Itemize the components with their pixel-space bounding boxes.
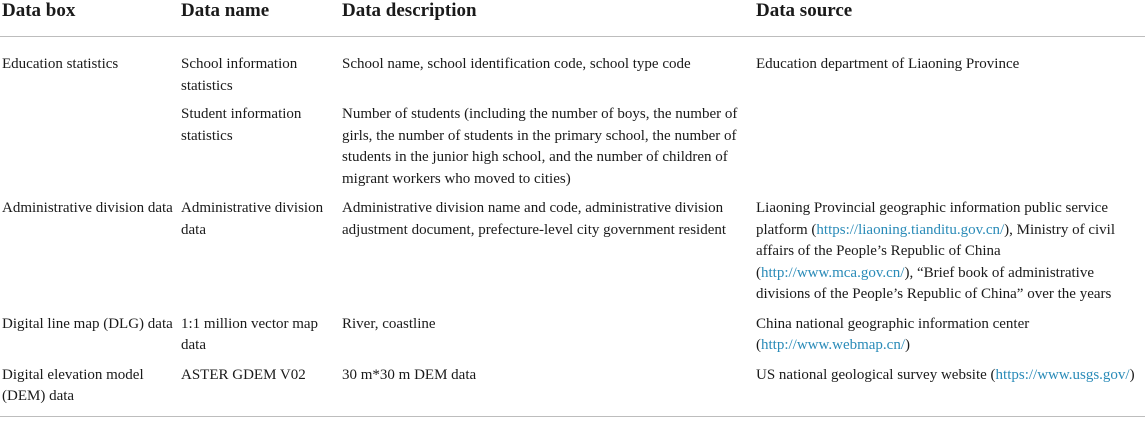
header-data-name: Data name xyxy=(179,0,340,37)
source-text: ) xyxy=(1129,366,1135,383)
cell-data-source xyxy=(754,97,1145,190)
header-data-box: Data box xyxy=(0,0,179,37)
cell-data-source xyxy=(754,190,1145,306)
table-row xyxy=(0,357,1145,417)
cell-data-source xyxy=(754,37,1145,98)
header-data-source: Data source xyxy=(754,0,1145,37)
table-body xyxy=(0,37,1145,417)
source-link[interactable]: https://www.usgs.gov/ xyxy=(995,366,1130,383)
source-text: ), Ministry of civil affairs of the People’s Republic of China ( xyxy=(756,221,1115,281)
header-data-description: Data description xyxy=(340,0,754,37)
cell-data-source xyxy=(754,357,1145,417)
cell-data-box: Administrative division data xyxy=(2,200,173,216)
cell-data-description: 30 m*30 m DEM data xyxy=(340,357,754,417)
cell-data-description: River, coastline xyxy=(342,315,436,332)
cell-data-box: Education statistics xyxy=(2,56,119,72)
source-text: Liaoning Provincial geographic information public service platform ( xyxy=(756,200,1108,238)
source-link[interactable]: http://www.mca.gov.cn/ xyxy=(761,264,905,281)
source-text: US national geological survey website ( xyxy=(756,366,996,383)
cell-data-name: Administrative division data xyxy=(181,200,324,238)
cell-data-name: School information statistics xyxy=(181,56,298,94)
table-row xyxy=(0,97,1145,190)
table-row xyxy=(0,306,1145,357)
table-row xyxy=(0,190,1145,306)
cell-data-name: Student information statistics xyxy=(181,106,302,144)
cell-data-description: Number of students (including the number of boys, the number of girls, the number of students in the primary school, the number of students in the junior high school, and the number of children of migrant workers who moved to cities) xyxy=(342,106,738,187)
table-header xyxy=(0,0,1145,37)
source-text: ) xyxy=(905,337,911,353)
cell-data-name: 1:1 million vector map data xyxy=(181,315,319,353)
header-row xyxy=(0,0,1145,37)
cell-data-box: Digital elevation model (DEM) data xyxy=(0,357,179,417)
cell-data-description: School name, school identification code, school type code xyxy=(342,56,691,72)
source-text: ), “Brief book of administrative divisions of the People’s Republic of China” over the years xyxy=(756,264,1112,302)
cell-data-box xyxy=(0,97,179,190)
cell-data-box: Digital line map (DLG) data xyxy=(2,315,173,332)
cell-data-name: ASTER GDEM V02 xyxy=(179,357,340,417)
cell-data-source xyxy=(754,306,1145,357)
table-row xyxy=(0,37,1145,98)
source-text: China national geographic information center ( xyxy=(756,315,1030,353)
source-text: Education department of Liaoning Province xyxy=(756,56,1020,72)
source-link[interactable]: https://liaoning.tianditu.gov.cn/ xyxy=(816,221,1005,238)
cell-data-description: Administrative division name and code, administrative division adjustment document, prefecture-level city government resident xyxy=(342,200,727,238)
source-link[interactable]: http://www.webmap.cn/ xyxy=(761,337,906,353)
